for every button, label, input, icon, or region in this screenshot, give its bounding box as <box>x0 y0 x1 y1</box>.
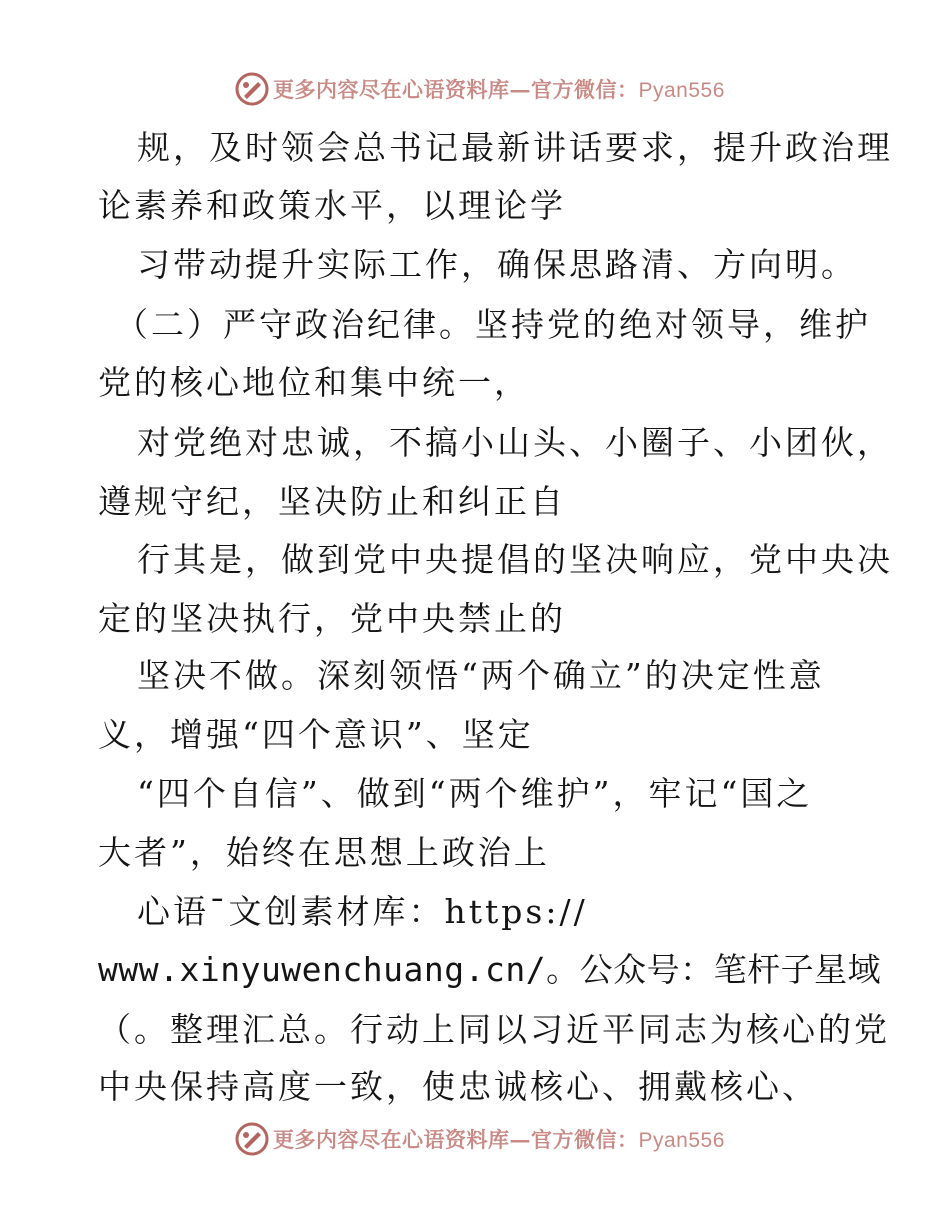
text-line: 党的核心地位和集中统一， <box>98 363 530 402</box>
text-line: 义，增强“四个意识”、坚定 <box>98 715 534 754</box>
text-line: 论素养和政策水平，以理论学 <box>98 186 566 225</box>
watermark-text <box>273 1124 725 1154</box>
text-line: （。整理汇总。行动上同以习近平同志为核心的党 <box>98 1010 890 1049</box>
text-line: 习带动提升实际工作，确保思路清、方向明。 <box>137 245 857 284</box>
text-line: 心语¯文创素材库：https:// <box>137 892 588 931</box>
text-line: 遵规守纪，坚决防止和纠正自 <box>98 482 566 521</box>
text-line: 行其是，做到党中央提倡的坚决响应，党中央决 <box>137 540 893 579</box>
watermark-label: 更多内容尽在心语资料库—官方微信： <box>273 77 639 102</box>
watermark-handle: Pyan556 <box>638 79 725 102</box>
text-line: 大者”，始终在思想上政治上 <box>98 833 550 872</box>
watermark-handle: Pyan556 <box>638 1129 725 1152</box>
text-line: 对党绝对忠诚，不搞小山头、小圈子、小团伙， <box>137 423 893 462</box>
text-line: “四个自信”、做到“两个维护”，牢记“国之 <box>137 774 813 813</box>
text-line: 坚决不做。深刻领悟“两个确立”的决定性意 <box>137 656 825 695</box>
text-line: （二）严守政治纪律。坚持党的绝对领导，维护 <box>115 305 871 344</box>
footer-watermark <box>235 1122 725 1156</box>
text-line: 规，及时领会总书记最新讲话要求，提升政治理 <box>137 128 893 167</box>
text-line: 中央保持高度一致，使忠诚核心、拥戴核心、 <box>98 1067 818 1106</box>
text-line: www.xinyuwenchuang.cn/。公众号：笔杆子星域 <box>98 950 882 989</box>
quill-seal-icon <box>235 1122 269 1156</box>
text-line: 定的坚决执行，党中央禁止的 <box>98 599 566 638</box>
watermark-label: 更多内容尽在心语资料库—官方微信： <box>273 1127 639 1152</box>
